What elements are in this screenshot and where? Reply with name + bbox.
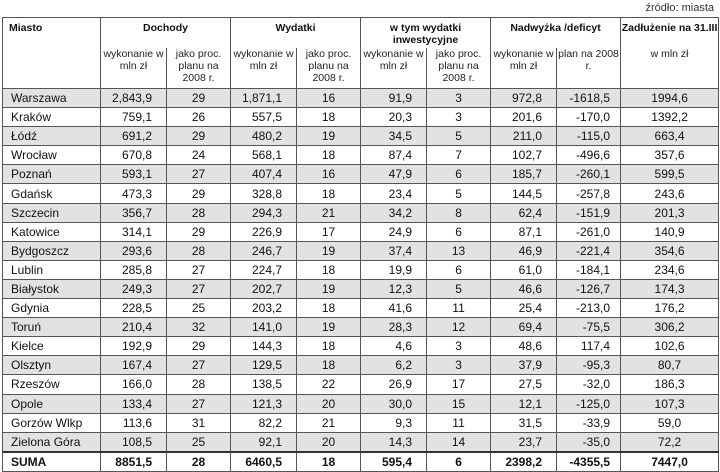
cell-city: SUMA: [3, 452, 101, 472]
source-note: źródło: miasta: [645, 2, 714, 14]
header-investment: w tym wydatki inwestycyjne: [361, 18, 491, 49]
table-row: [3, 241, 719, 260]
cell-sur-exec: 46,6: [491, 279, 557, 298]
cell-inv-pct: 6: [427, 260, 491, 279]
cell-inv-pct: 15: [427, 394, 491, 413]
cell-debt: 201,3: [621, 203, 719, 222]
cell-exp-pct: 18: [297, 260, 361, 279]
cell-sur-exec: 211,0: [491, 127, 557, 146]
cell-exp-pct: 18: [297, 184, 361, 203]
cell-sur-plan: -151,9: [557, 203, 621, 222]
cell-debt: 72,2: [621, 432, 719, 452]
cell-exp-exec: 224,7: [231, 260, 297, 279]
cell-debt: 1994,6: [621, 89, 719, 108]
subheader-inv-exec: wykonanie w mln zł: [361, 48, 427, 89]
cell-debt: 174,3: [621, 279, 719, 298]
cell-income-pct: 28: [167, 375, 231, 394]
table-row: [3, 203, 719, 222]
cell-exp-exec: 129,5: [231, 356, 297, 375]
cell-exp-pct: 21: [297, 413, 361, 432]
cell-debt: 306,2: [621, 318, 719, 337]
cell-city: Gdańsk: [3, 184, 101, 203]
cell-income-exec: 356,7: [101, 203, 167, 222]
cell-inv-pct: 8: [427, 203, 491, 222]
cell-sur-exec: 25,4: [491, 299, 557, 318]
cell-inv-pct: 17: [427, 375, 491, 394]
cell-debt: 243,6: [621, 184, 719, 203]
table-row: [3, 108, 719, 127]
cell-debt: 140,9: [621, 222, 719, 241]
cell-inv-exec: 34,5: [361, 127, 427, 146]
cell-exp-exec: 328,8: [231, 184, 297, 203]
cell-city: Gdynia: [3, 299, 101, 318]
cell-debt: 7447,0: [621, 452, 719, 472]
cell-exp-exec: 226,9: [231, 222, 297, 241]
cell-exp-pct: 18: [297, 337, 361, 356]
cell-exp-pct: 19: [297, 318, 361, 337]
cell-income-pct: 31: [167, 413, 231, 432]
subheader-sur-plan: plan na 2008 r.: [557, 48, 621, 89]
cell-sur-exec: 23,7: [491, 432, 557, 452]
cell-sur-exec: 48,6: [491, 337, 557, 356]
cell-city: Kielce: [3, 337, 101, 356]
table-row: [3, 299, 719, 318]
cell-city: Katowice: [3, 222, 101, 241]
cell-sur-plan: -75,5: [557, 318, 621, 337]
cell-income-pct: 29: [167, 337, 231, 356]
cell-exp-pct: 21: [297, 203, 361, 222]
header-city: Miasto: [3, 18, 101, 89]
cell-inv-exec: 23,4: [361, 184, 427, 203]
cell-income-exec: 593,1: [101, 165, 167, 184]
subheader-income-exec: wykonanie w mln zł: [101, 48, 167, 89]
cell-inv-pct: 6: [427, 222, 491, 241]
cell-income-exec: 167,4: [101, 356, 167, 375]
cell-sur-plan: -126,7: [557, 279, 621, 298]
cell-debt: 354,6: [621, 241, 719, 260]
cell-exp-pct: 20: [297, 432, 361, 452]
cell-income-exec: 314,1: [101, 222, 167, 241]
cell-income-exec: 166,0: [101, 375, 167, 394]
cell-inv-exec: 595,4: [361, 452, 427, 472]
cell-sur-exec: 2398,2: [491, 452, 557, 472]
cell-income-pct: 27: [167, 260, 231, 279]
cell-city: Rzeszów: [3, 375, 101, 394]
cell-exp-exec: 144,3: [231, 337, 297, 356]
cell-sur-plan: -33,9: [557, 413, 621, 432]
cell-debt: 102,6: [621, 337, 719, 356]
cell-exp-pct: 17: [297, 222, 361, 241]
table-row: [3, 318, 719, 337]
cell-city: Łódź: [3, 127, 101, 146]
table-row: [3, 394, 719, 413]
cell-city: Wrocław: [3, 146, 101, 165]
cell-exp-pct: 20: [297, 394, 361, 413]
cell-city: Lublin: [3, 260, 101, 279]
cell-exp-exec: 202,7: [231, 279, 297, 298]
cell-exp-pct: 19: [297, 241, 361, 260]
subheader-income-pct: jako proc. planu na 2008 r.: [167, 48, 231, 89]
cell-income-pct: 27: [167, 165, 231, 184]
cell-income-exec: 210,4: [101, 318, 167, 337]
cell-inv-exec: 47,9: [361, 165, 427, 184]
cell-sur-plan: -221,4: [557, 241, 621, 260]
cell-income-pct: 29: [167, 222, 231, 241]
cell-exp-exec: 294,3: [231, 203, 297, 222]
subheader-sur-exec: wykonanie w mln zł: [491, 48, 557, 89]
header-surplus: Nadwyżka /deficyt: [491, 18, 621, 49]
cell-exp-exec: 141,0: [231, 318, 297, 337]
cell-sur-exec: 46,9: [491, 241, 557, 260]
cell-inv-exec: 20,3: [361, 108, 427, 127]
cell-exp-exec: 6460,5: [231, 452, 297, 472]
cell-income-pct: 25: [167, 432, 231, 452]
cell-sur-plan: -115,0: [557, 127, 621, 146]
cell-exp-pct: 19: [297, 279, 361, 298]
cell-city: Białystok: [3, 279, 101, 298]
cell-sur-plan: -4355,5: [557, 452, 621, 472]
cell-inv-pct: 6: [427, 165, 491, 184]
cell-inv-exec: 12,3: [361, 279, 427, 298]
cell-sur-plan: -95,3: [557, 356, 621, 375]
cell-income-pct: 29: [167, 89, 231, 108]
cell-income-pct: 26: [167, 108, 231, 127]
cell-income-pct: 28: [167, 241, 231, 260]
cell-inv-exec: 24,9: [361, 222, 427, 241]
cell-income-exec: 759,1: [101, 108, 167, 127]
cell-sur-exec: 61,0: [491, 260, 557, 279]
cell-inv-exec: 19,9: [361, 260, 427, 279]
cell-inv-exec: 26,9: [361, 375, 427, 394]
cell-exp-exec: 203,2: [231, 299, 297, 318]
table-row: [3, 165, 719, 184]
table-row: [3, 279, 719, 298]
cell-income-pct: 24: [167, 146, 231, 165]
cell-city: Opole: [3, 394, 101, 413]
cell-exp-exec: 246,7: [231, 241, 297, 260]
sum-row: [3, 452, 719, 472]
cell-inv-exec: 28,3: [361, 318, 427, 337]
cell-income-exec: 133,4: [101, 394, 167, 413]
table-row: [3, 127, 719, 146]
cell-city: Szczecin: [3, 203, 101, 222]
cell-inv-exec: 34,2: [361, 203, 427, 222]
city-budget-table: [2, 17, 719, 472]
cell-inv-exec: 41,6: [361, 299, 427, 318]
cell-sur-plan: -125,0: [557, 394, 621, 413]
cell-sur-exec: 87,1: [491, 222, 557, 241]
cell-income-exec: 293,6: [101, 241, 167, 260]
cell-sur-plan: -35,0: [557, 432, 621, 452]
cell-inv-pct: 11: [427, 299, 491, 318]
cell-income-exec: 2,843,9: [101, 89, 167, 108]
cell-exp-pct: 18: [297, 452, 361, 472]
cell-income-pct: 27: [167, 356, 231, 375]
cell-income-exec: 113,6: [101, 413, 167, 432]
cell-sur-plan: -184,1: [557, 260, 621, 279]
cell-inv-pct: 5: [427, 184, 491, 203]
cell-inv-pct: 3: [427, 108, 491, 127]
cell-city: Zielona Góra: [3, 432, 101, 452]
table-row: [3, 89, 719, 108]
cell-exp-exec: 82,2: [231, 413, 297, 432]
cell-city: Toruń: [3, 318, 101, 337]
table-row: [3, 337, 719, 356]
cell-city: Kraków: [3, 108, 101, 127]
cell-exp-pct: 18: [297, 299, 361, 318]
cell-inv-exec: 30,0: [361, 394, 427, 413]
cell-inv-pct: 6: [427, 452, 491, 472]
cell-sur-plan: 117,4: [557, 337, 621, 356]
cell-debt: 357,6: [621, 146, 719, 165]
cell-exp-exec: 480,2: [231, 127, 297, 146]
cell-sur-plan: -257,8: [557, 184, 621, 203]
cell-income-exec: 691,2: [101, 127, 167, 146]
cell-exp-exec: 568,1: [231, 146, 297, 165]
cell-sur-exec: 12,1: [491, 394, 557, 413]
table-row: [3, 222, 719, 241]
header-debt: Zadłużenie na 31.III: [621, 18, 719, 49]
cell-debt: 234,6: [621, 260, 719, 279]
cell-sur-plan: -261,0: [557, 222, 621, 241]
cell-exp-pct: 18: [297, 146, 361, 165]
cell-sur-plan: -1618,5: [557, 89, 621, 108]
cell-debt: 1392,2: [621, 108, 719, 127]
cell-city: Bydgoszcz: [3, 241, 101, 260]
cell-income-exec: 285,8: [101, 260, 167, 279]
cell-inv-pct: 3: [427, 337, 491, 356]
cell-exp-pct: 18: [297, 356, 361, 375]
cell-income-pct: 25: [167, 299, 231, 318]
cell-inv-exec: 6,2: [361, 356, 427, 375]
cell-sur-exec: 144,5: [491, 184, 557, 203]
table-row: [3, 146, 719, 165]
header-income: Dochody: [101, 18, 231, 49]
cell-sur-exec: 972,8: [491, 89, 557, 108]
table-row: [3, 432, 719, 452]
cell-inv-exec: 91,9: [361, 89, 427, 108]
cell-income-pct: 29: [167, 184, 231, 203]
cell-inv-pct: 12: [427, 318, 491, 337]
cell-debt: 186,3: [621, 375, 719, 394]
subheader-debt: w mln zł: [621, 48, 719, 89]
cell-exp-exec: 407,4: [231, 165, 297, 184]
cell-income-pct: 28: [167, 452, 231, 472]
cell-debt: 59,0: [621, 413, 719, 432]
subheader-inv-pct: jako proc. planu na 2008 r.: [427, 48, 491, 89]
cell-debt: 107,3: [621, 394, 719, 413]
cell-exp-pct: 18: [297, 108, 361, 127]
cell-income-exec: 8851,5: [101, 452, 167, 472]
cell-income-pct: 27: [167, 394, 231, 413]
cell-sur-exec: 62,4: [491, 203, 557, 222]
cell-sur-plan: -170,0: [557, 108, 621, 127]
subheader-exp-pct: jako proc. planu na 2008 r.: [297, 48, 361, 89]
cell-sur-exec: 37,9: [491, 356, 557, 375]
cell-sur-plan: -32,0: [557, 375, 621, 394]
cell-inv-exec: 37,4: [361, 241, 427, 260]
cell-income-exec: 228,5: [101, 299, 167, 318]
cell-debt: 599,5: [621, 165, 719, 184]
cell-exp-exec: 92,1: [231, 432, 297, 452]
cell-exp-exec: 138,5: [231, 375, 297, 394]
cell-inv-pct: 13: [427, 241, 491, 260]
table-row: [3, 413, 719, 432]
cell-sur-exec: 31,5: [491, 413, 557, 432]
cell-exp-pct: 16: [297, 165, 361, 184]
cell-city: Warszawa: [3, 89, 101, 108]
cell-sur-exec: 185,7: [491, 165, 557, 184]
cell-sur-plan: -260,1: [557, 165, 621, 184]
cell-exp-pct: 16: [297, 89, 361, 108]
cell-inv-pct: 3: [427, 89, 491, 108]
cell-debt: 663,4: [621, 127, 719, 146]
table-row: [3, 184, 719, 203]
cell-sur-exec: 27,5: [491, 375, 557, 394]
cell-sur-plan: -496,6: [557, 146, 621, 165]
cell-city: Gorzów Wlkp: [3, 413, 101, 432]
cell-exp-exec: 1,871,1: [231, 89, 297, 108]
cell-income-pct: 29: [167, 127, 231, 146]
cell-inv-pct: 11: [427, 413, 491, 432]
cell-inv-exec: 4,6: [361, 337, 427, 356]
cell-income-pct: 28: [167, 203, 231, 222]
cell-exp-pct: 19: [297, 127, 361, 146]
cell-inv-pct: 7: [427, 146, 491, 165]
cell-inv-exec: 87,4: [361, 146, 427, 165]
cell-city: Poznań: [3, 165, 101, 184]
subheader-exp-exec: wykonanie w mln zł: [231, 48, 297, 89]
cell-debt: 176,2: [621, 299, 719, 318]
cell-inv-pct: 14: [427, 432, 491, 452]
cell-income-exec: 192,9: [101, 337, 167, 356]
cell-income-exec: 473,3: [101, 184, 167, 203]
cell-inv-exec: 14,3: [361, 432, 427, 452]
cell-income-exec: 249,3: [101, 279, 167, 298]
cell-city: Olsztyn: [3, 356, 101, 375]
cell-income-pct: 27: [167, 279, 231, 298]
cell-inv-pct: 3: [427, 356, 491, 375]
cell-sur-plan: -213,0: [557, 299, 621, 318]
cell-income-exec: 108,5: [101, 432, 167, 452]
header-expenses: Wydatki: [231, 18, 361, 49]
cell-income-pct: 32: [167, 318, 231, 337]
cell-inv-pct: 5: [427, 279, 491, 298]
table-row: [3, 375, 719, 394]
cell-sur-exec: 102,7: [491, 146, 557, 165]
table-row: [3, 260, 719, 279]
cell-sur-exec: 69,4: [491, 318, 557, 337]
cell-exp-pct: 22: [297, 375, 361, 394]
cell-inv-pct: 5: [427, 127, 491, 146]
table-row: [3, 356, 719, 375]
cell-sur-exec: 201,6: [491, 108, 557, 127]
cell-exp-exec: 557,5: [231, 108, 297, 127]
cell-income-exec: 670,8: [101, 146, 167, 165]
cell-debt: 80,7: [621, 356, 719, 375]
cell-exp-exec: 121,3: [231, 394, 297, 413]
cell-inv-exec: 9,3: [361, 413, 427, 432]
table-body: [3, 89, 719, 472]
